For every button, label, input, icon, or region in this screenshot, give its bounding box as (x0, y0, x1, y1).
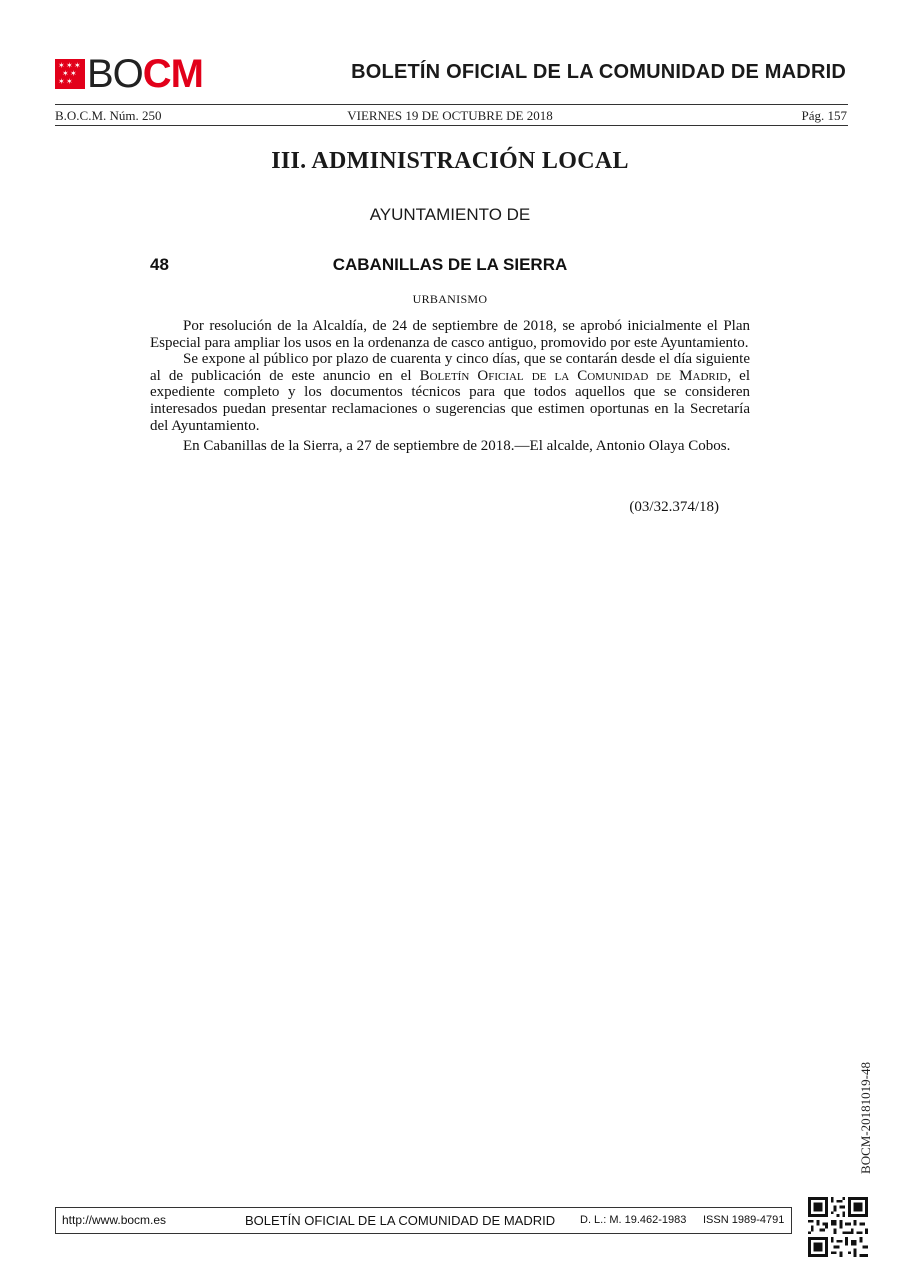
footer-title: BOLETÍN OFICIAL DE LA COMUNIDAD DE MADRID (245, 1213, 556, 1228)
entity-type: AYUNTAMIENTO DE (369, 205, 531, 224)
announcement-reference: (03/32.374/18) (629, 499, 719, 515)
legal-deposit: D. L.: M. 19.462-1983 (580, 1214, 687, 1226)
entity-name: CABANILLAS DE LA SIERRA (332, 255, 568, 274)
announcement-number: 48 (150, 255, 169, 274)
paragraph-exposure (150, 351, 750, 434)
issn: ISSN 1989-4791 (703, 1214, 785, 1226)
announcement-body (150, 318, 750, 455)
gazette-name-inline: Boletín Oficial de la Comunidad de Madrid (419, 367, 728, 384)
logo-wordmark-bo: BO (87, 52, 143, 96)
section-title: III. ADMINISTRACIÓN LOCAL (271, 148, 629, 174)
exposure-text-end: , el expediente completo y los documentos técnicos para que todos aquellos que se consideren interesados puedan presentar reclamaciones o sugerencias que estimen oportunas en la Secretaría del Ayuntamiento. (150, 367, 751, 434)
issue-date: VIERNES 19 DE OCTUBRE DE 2018 (347, 108, 553, 123)
header-rule-top (55, 104, 848, 105)
exposure-text-start: Se expone al público por plazo de cuarenta y cinco días, que se contarán desde el día siguiente al de publicación de este anuncio en el (150, 351, 750, 384)
logo-wordmark (87, 52, 204, 96)
document-id: BOCM-20181019-48 (858, 1062, 873, 1174)
paragraph-signature: En Cabanillas de la Sierra, a 27 de septiembre de 2018.—El alcalde, Antonio Olaya Cobos. (183, 438, 731, 455)
page-number: Pág. 157 (801, 108, 847, 123)
paragraph-resolution: Por resolución de la Alcaldía, de 24 de septiembre de 2018, se aprobó inicialmente el Plan Especial para ampliar los usos en la ordenanza de casco antiguo, promovido por este Ayuntamiento. (150, 318, 750, 351)
footer-url-link[interactable]: http://www.bocm.es (62, 1213, 167, 1227)
bocm-logo (55, 52, 204, 96)
logo-wordmark-cm: CM (142, 52, 204, 96)
qr-code-icon (808, 1197, 868, 1257)
gazette-title: BOLETÍN OFICIAL DE LA COMUNIDAD DE MADRID (351, 61, 846, 83)
issue-number: B.O.C.M. Núm. 250 (55, 108, 162, 123)
header-rule-bottom (55, 125, 848, 126)
announcement-subject: URBANISMO (412, 292, 488, 306)
madrid-flag-icon: ✶ ✶ ✶ ✶ ✶ ✶ ✶ (55, 59, 85, 89)
